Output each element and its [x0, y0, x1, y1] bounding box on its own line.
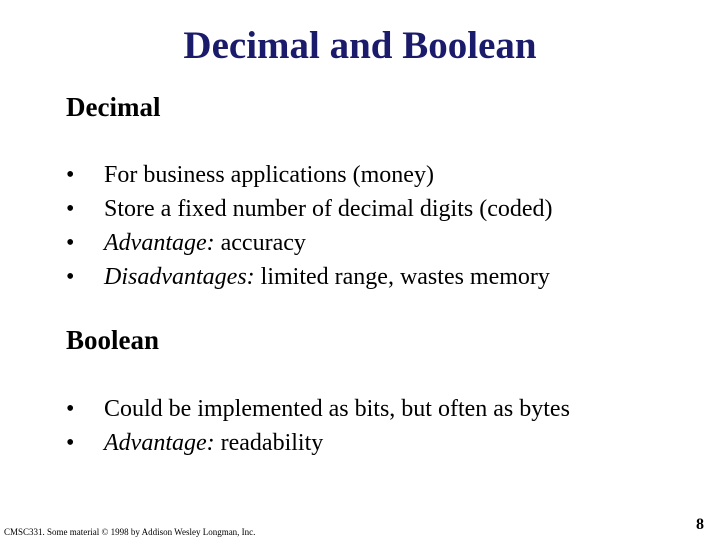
bullet-body: Could be implemented as bits, but often as bytes [104, 396, 570, 422]
bullet-text [104, 392, 570, 426]
page-number: 8 [696, 516, 704, 533]
footer-copyright: CMSC331. Some material © 1998 by Addison Wesley Longman, Inc. [4, 527, 256, 537]
bullet-text [104, 426, 323, 460]
section-heading-boolean: Boolean [66, 325, 160, 355]
bullet-icon: • [66, 430, 75, 456]
bullet-lead: Advantage: [104, 430, 215, 456]
bullet-lead: Advantage: [104, 230, 215, 256]
bullet-body: accuracy [214, 230, 306, 256]
bullet-text [104, 260, 550, 294]
bullet-body: Store a fixed number of decimal digits (coded) [104, 196, 553, 222]
bullet-body: For business applications (money) [104, 162, 434, 188]
bullet-lead: Disadvantages: [104, 264, 255, 290]
bullet-text [104, 158, 434, 192]
bullet-icon: • [66, 162, 75, 188]
bullet-body: limited range, wastes memory [254, 264, 550, 290]
bullet-body: readability [214, 430, 324, 456]
slide-title: Decimal and Boolean [183, 24, 537, 67]
bullet-text [104, 192, 553, 226]
bullet-icon: • [66, 230, 75, 256]
section-heading-decimal: Decimal [66, 92, 161, 122]
bullet-icon: • [66, 264, 75, 290]
bullet-icon: • [66, 196, 75, 222]
bullet-icon: • [66, 396, 75, 422]
bullet-text [104, 226, 306, 260]
